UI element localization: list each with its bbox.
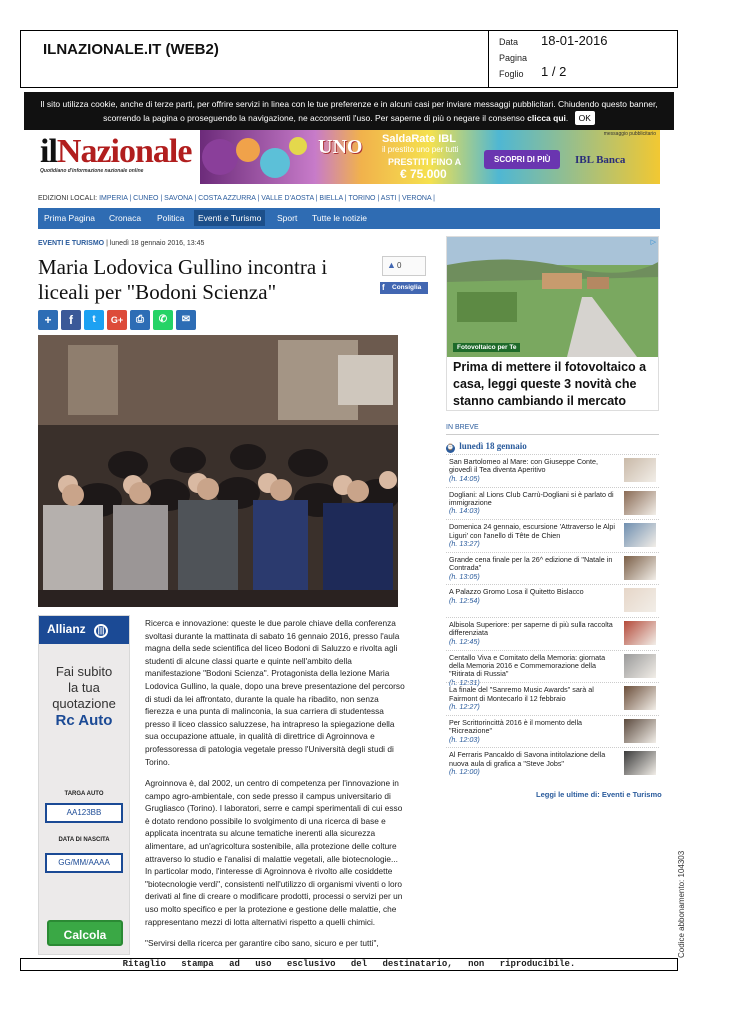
article-category[interactable]: EVENTI E TURISMO <box>38 240 105 247</box>
banner-ad-label: messaggio pubblicitario <box>603 131 656 137</box>
banner-cta-button[interactable]: SCOPRI DI PIÙ <box>484 150 560 169</box>
countryside-image <box>447 237 659 357</box>
share-email-icon[interactable]: ✉ <box>176 310 196 330</box>
banner-swirl-icon <box>200 130 310 184</box>
birthdate-input[interactable]: GG/MM/AAAA <box>45 853 123 873</box>
news-item-text[interactable] <box>449 751 619 776</box>
banner-brand: IBL Banca <box>575 154 626 166</box>
cookie-link[interactable]: clicca qui <box>527 113 566 123</box>
local-editions <box>38 195 435 202</box>
facebook-recommend-button[interactable] <box>380 282 428 294</box>
news-item-time: (h. 12:54) <box>449 595 480 605</box>
birthdate-label: DATA DI NASCITA <box>58 837 110 843</box>
calcola-button[interactable]: Calcola <box>47 920 123 946</box>
consiglia-label: Consiglia <box>392 284 422 291</box>
date-label: Data <box>499 37 519 47</box>
news-item-text[interactable] <box>449 491 619 516</box>
article-paragraph-3: "Servirsi della ricerca per garantire cibo sano, sicuro e per tutti", <box>145 938 379 948</box>
news-item-time: (h. 14:05) <box>449 473 480 483</box>
news-item-title[interactable]: Grande cena finale per la 26^ edizione di "Natale in Contrada" <box>449 554 613 573</box>
auditorium-photo <box>38 335 398 607</box>
fotovoltaico-ad[interactable] <box>446 236 659 411</box>
clock-icon: ⌚ <box>446 445 455 451</box>
news-item-thumbnail[interactable] <box>624 588 656 612</box>
news-item-time: (h. 12:45) <box>449 636 480 646</box>
sheet-label: Foglio <box>499 69 524 79</box>
news-item[interactable] <box>446 584 659 616</box>
news-item-time: (h. 12:03) <box>449 734 480 744</box>
banner-line1: SaldaRate IBL <box>382 133 456 145</box>
news-item[interactable] <box>446 682 659 714</box>
adchoices-icon[interactable]: ▷ <box>650 239 656 246</box>
news-item-title[interactable]: A Palazzo Gromo Losa il Quitetto Bislacco <box>449 587 584 597</box>
news-item[interactable] <box>446 715 659 747</box>
like-counter[interactable] <box>382 256 426 276</box>
news-item-thumbnail[interactable] <box>624 719 656 743</box>
page-label: Pagina <box>499 53 528 63</box>
news-item-time: (h. 12:27) <box>449 702 480 711</box>
allianz-logo-icon: ||| <box>94 624 108 638</box>
fotovoltaico-chip: Fotovoltaico per Te <box>453 343 520 352</box>
news-item-text[interactable] <box>449 686 619 711</box>
article-paragraph-1: Ricerca e innovazione: queste le due parole chiave della conferenza svoltasi durante la mattinata di sabato 16 gennaio 2016, presso l'aula magna della sede scientifica del liceo Bodoni di Saluzzo e rivolta agli studenti di alcune classi quarte e quinte nell'ambito della manifestazione "Bodoni Scienza". Protagonista della lezione Maria Lodovica Gullino, la quale, dopo una breve presentazione del percorso di studi da lei affrontato, durante la quale ha ribadito, non senza fierezza e una punta di malinconia, la sua carriera di studentessa presso il liceo classico saluzzese, ha intrapreso la spiegazione della sua occupazione attuale, in qualità di direttrice di Agroinnova e professoressa di patologia vegetale presso l'Università degli studi di Torino. <box>145 618 405 767</box>
news-item[interactable] <box>446 617 659 649</box>
banner-uno: UNO <box>318 136 363 158</box>
sheet-value: 1 / 2 <box>541 64 567 79</box>
news-item-title[interactable]: Domenica 24 gennaio, escursione 'Attraverso le Alpi Liguri' con l'anello di Tête de Chien <box>449 522 615 540</box>
in-breve-date-text: lunedì 18 gennaio <box>459 441 527 451</box>
in-breve-date <box>446 441 527 453</box>
news-item[interactable] <box>446 454 659 486</box>
source-title: ILNAZIONALE.IT (WEB2) <box>43 41 219 58</box>
nav-tutte-notizie[interactable]: Tutte le notizie <box>312 213 367 223</box>
news-item-text[interactable] <box>449 556 619 581</box>
top-banner-ad[interactable] <box>200 130 660 184</box>
news-item-time: (h. 12:00) <box>449 767 480 777</box>
thumbs-up-icon: ▲ <box>387 260 396 270</box>
footer-notice: Ritaglio stampa ad uso esclusivo del destinatario, non riproducibile. <box>20 958 678 971</box>
news-item-text[interactable] <box>449 588 619 605</box>
fotovoltaico-title: Prima di mettere il fotovoltaico a casa, leggi queste 3 novità che stanno cambiando il mercato <box>453 360 647 408</box>
nav-eventi-turismo[interactable]: Eventi e Turismo <box>194 210 265 226</box>
news-item[interactable] <box>446 650 659 687</box>
header-divider <box>488 31 489 87</box>
date-value: 18-01-2016 <box>541 33 608 48</box>
allianz-line1: Fai subito <box>55 664 113 679</box>
allianz-ad[interactable] <box>38 615 130 955</box>
news-item-title[interactable]: Per Scrittorincittà 2016 è il momento della "Ricreazione" <box>449 717 583 736</box>
facebook-icon: f <box>382 283 385 292</box>
share-print-icon[interactable]: ⎙ <box>130 310 150 330</box>
article-paragraph-2: Agroinnova è, dal 2002, un centro di competenza per l'innovazione in campo agro-ambientale, con sede presso il campus universitario di Grugliasco (Torino). I laboratori, serre e campi sperimentali di cui esso è dotato rendono possibile lo svolgimento di una ricerca di base e applicata incentrata su alcune tematiche inerenti alla sicurezza alimentare, ad un'agricoltura sostenibile, alla protezione delle colture attraverso lo studio e l'analisi di malattie vegetali, alle biotecnologie... In particolar modo, l'interesse di Agroinnova è rivolto alle cosiddette "biotecnologie verdi", consistenti nell'utilizzo di organismi viventi o loro derivati al fine di creare o modificare prodotti, processi o servizi per un uso molto specifico e per la protezione e gestione delle malattie, che rappresentano mezzi di lotta alternativi rispetto a quelli chimici. <box>145 778 403 927</box>
nav-prima-pagina[interactable]: Prima Pagina <box>44 213 96 223</box>
editions-links[interactable]: IMPERIA | CUNEO | SAVONA | COSTA AZZURRA | VALLE D'AOSTA | BIELLA | TORINO | ASTI | VERONA | <box>99 195 435 202</box>
news-item[interactable] <box>446 487 659 519</box>
allianz-header <box>39 616 129 644</box>
news-item-thumbnail[interactable] <box>624 654 656 678</box>
article-photo <box>38 335 398 607</box>
logo-tagline: Quotidiano d'informazione nazionale online <box>40 168 144 174</box>
news-item-time: (h. 12:31) <box>449 677 480 687</box>
share-facebook-icon[interactable]: f <box>61 310 81 330</box>
news-item-thumbnail[interactable] <box>624 491 656 515</box>
news-item[interactable] <box>446 552 659 584</box>
article-meta <box>38 240 204 247</box>
nav-cronaca[interactable]: Cronaca <box>109 213 142 223</box>
site-logo[interactable] <box>40 134 190 178</box>
article-date: | lunedì 18 gennaio 2016, 13:45 <box>104 240 205 247</box>
plate-label: TARGA AUTO <box>64 791 104 797</box>
cookie-ok-button[interactable]: OK <box>575 111 595 125</box>
news-item-text[interactable] <box>449 458 619 483</box>
news-item-thumbnail[interactable] <box>624 556 656 580</box>
news-item-time: (h. 14:03) <box>449 506 480 516</box>
logo-nazionale: Nazionale <box>56 133 192 170</box>
share-twitter-icon[interactable]: t <box>84 310 104 330</box>
like-count: 0 <box>397 261 402 270</box>
clipping-header <box>20 30 678 88</box>
cookie-banner: Il sito utilizza cookie, anche di terze parti, per offrire servizi in linea con le tue preferenze e in alcuni casi per inviare messaggi pubblicitari. Chiudendo questo banner, scorrendo la pagina o proseguendo la navigazione, ne acconsenti l'uso. Per saperne di più o negare il consenso clicca qui. OK <box>24 92 674 130</box>
news-item-text[interactable] <box>449 523 619 548</box>
allianz-rc-auto: Rc Auto <box>55 712 113 729</box>
news-item[interactable] <box>446 747 659 779</box>
news-item-title[interactable]: San Bartolomeo al Mare: con Giuseppe Conte, giovedì il Tea diventa Aperitivo <box>449 457 599 475</box>
subscription-code: Codice abbonamento: 104303 <box>677 850 686 958</box>
cookie-text: Il sito utilizza cookie, anche di terze parti, per offrire servizi in linea con le tue preferenze e in alcuni casi per inviare messaggi pubblicitari. Chiudendo questo banner, scorrendo la pagina o proseguendo la navigazione, ne acconsenti l'uso. Per saperne di più o negare il consenso <box>40 99 658 123</box>
allianz-line2: la tua <box>68 680 100 695</box>
logo-il: il <box>40 133 57 170</box>
news-item-title[interactable]: La finale del "Sanremo Music Awards" sarà al Fairmont di Montecarlo il 12 febbraio <box>449 685 594 703</box>
nav-politica[interactable]: Politica <box>157 213 185 223</box>
news-item-thumbnail[interactable] <box>624 458 656 482</box>
news-item-title[interactable]: Al Ferraris Pancaldo di Savona intitolazione della nuova aula di grafica a "Steve Jobs" <box>449 750 606 768</box>
banner-line3: PRESTITI FINO A <box>388 157 462 167</box>
news-item-thumbnail[interactable] <box>624 621 656 645</box>
in-breve-label: IN BREVE <box>446 424 659 435</box>
share-googleplus-icon[interactable]: G+ <box>107 310 127 330</box>
news-item-thumbnail[interactable] <box>624 751 656 775</box>
nav-sport[interactable]: Sport <box>277 213 298 223</box>
article-title: Maria Lodovica Gullino incontra i liceali per "Bodoni Scienza" <box>38 255 328 304</box>
allianz-line3: quotazione <box>52 696 116 711</box>
plate-input[interactable]: AA123BB <box>45 803 123 823</box>
news-item-time: (h. 13:05) <box>449 571 480 581</box>
read-all-link[interactable]: Leggi le ultime di: Eventi e Turismo <box>536 790 662 799</box>
share-plus-icon[interactable]: + <box>38 310 58 330</box>
editions-label: EDIZIONI LOCALI: <box>38 195 98 202</box>
news-item-time: (h. 13:27) <box>449 539 480 548</box>
share-whatsapp-icon[interactable]: ✆ <box>153 310 173 330</box>
news-item-text[interactable] <box>449 621 619 646</box>
news-item-title[interactable]: Albisola Superiore: per saperne di più sulla raccolta differenziata <box>449 620 613 638</box>
banner-line2: il prestito uno per tutti <box>382 145 459 154</box>
news-item-text[interactable] <box>449 719 619 744</box>
news-item-thumbnail[interactable] <box>624 523 656 547</box>
news-item-title[interactable]: Centallo Viva e Comitato della Memoria: giornata della Memoria 2016 e Commemorazione della "Ritirata di Russia" <box>449 652 606 679</box>
news-item-thumbnail[interactable] <box>624 686 656 710</box>
news-item[interactable] <box>446 519 659 551</box>
main-nav <box>38 208 660 229</box>
news-item-title[interactable]: Dogliani: al Lions Club Carrù-Dogliani si è parlato di immigrazione <box>449 489 614 507</box>
banner-line4: € 75.000 <box>400 167 447 181</box>
allianz-brand: Allianz <box>47 622 86 636</box>
